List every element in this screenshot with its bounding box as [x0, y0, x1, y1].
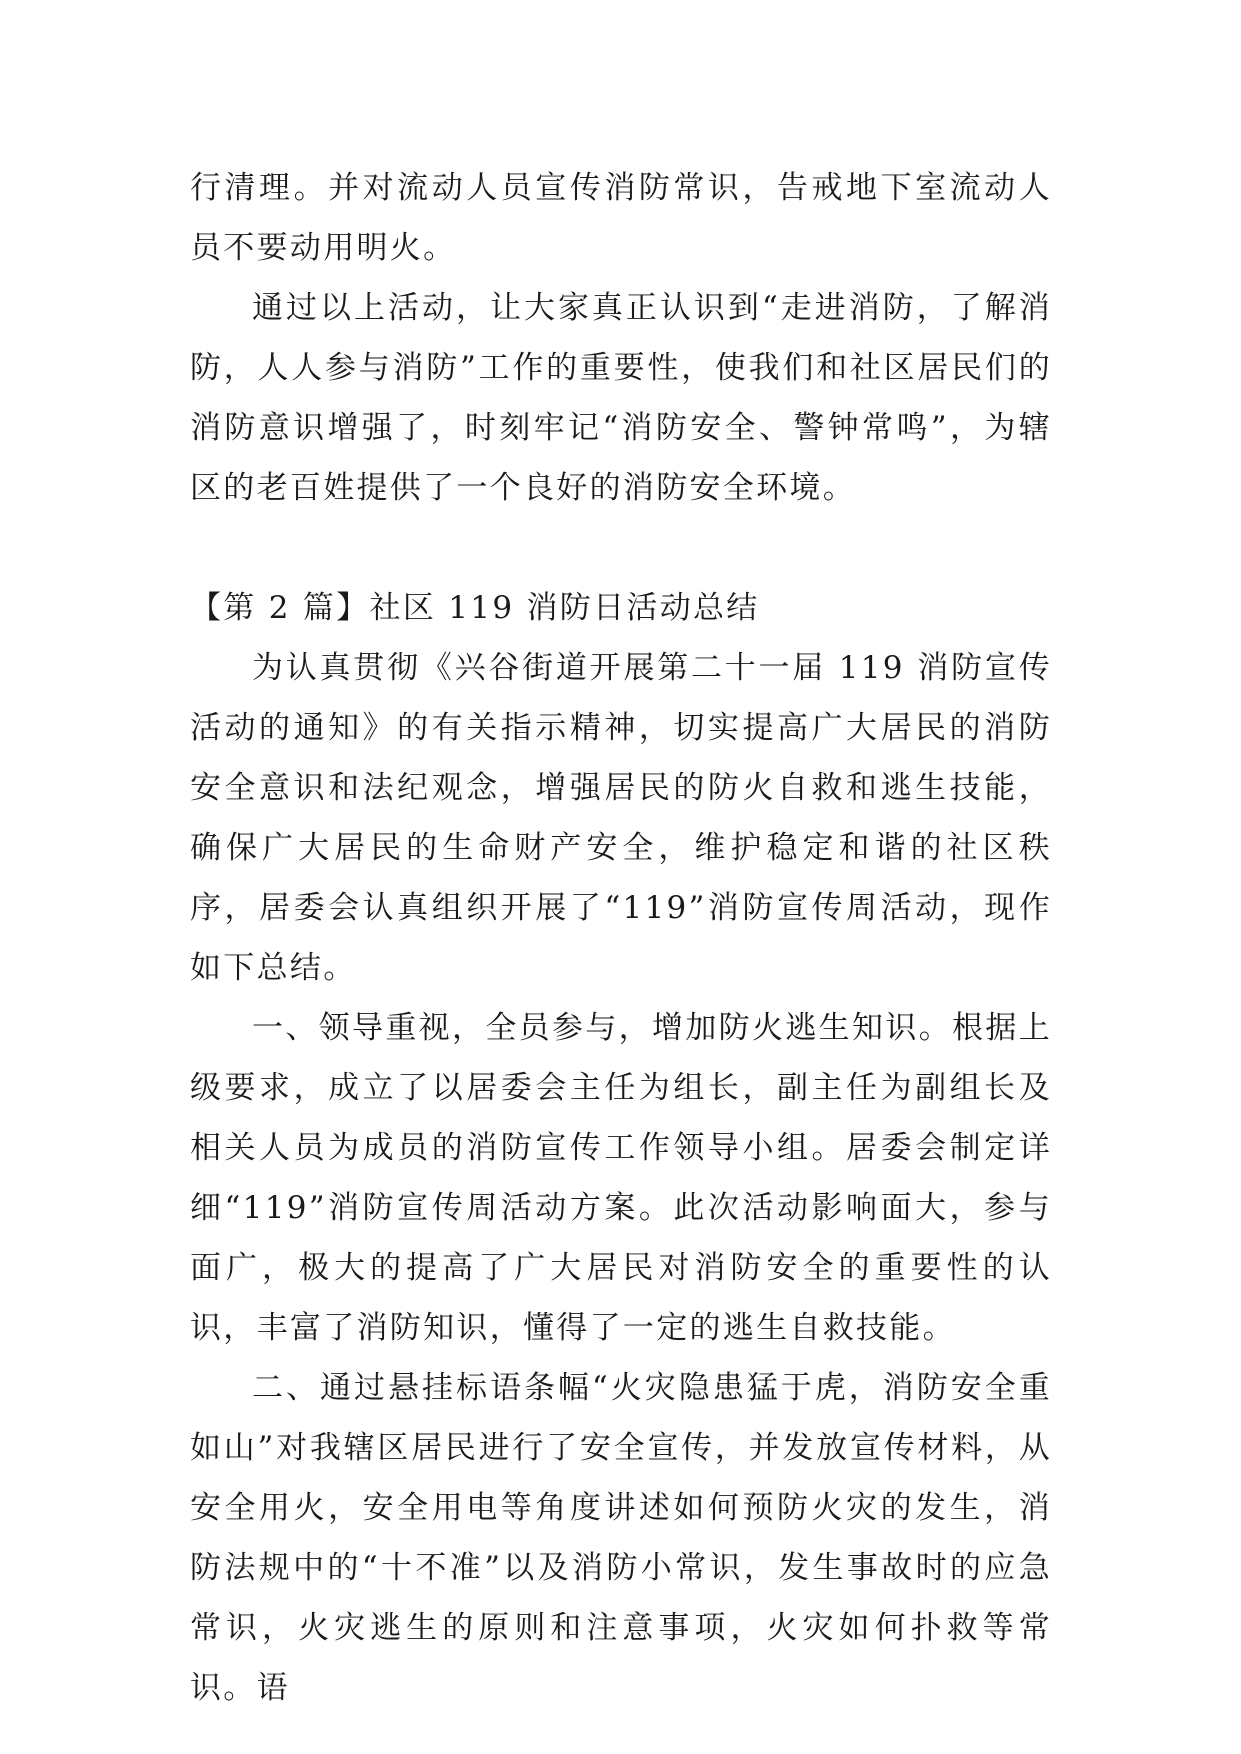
paragraph-point-two: 二、通过悬挂标语条幅“火灾隐患猛于虎，消防安全重如山”对我辖区居民进行了安全宣传，并发放宣传材料，从安全用火，安全用电等角度讲述如何预防火灾的发生，消防法规中的“十不准”以及消防小常识，发生事故时的应急常识，火灾逃生的原则和注意事项，火灾如何扑救等常识。语 [190, 1370, 1052, 1706]
section-heading: 【第 2 篇】社区 119 消防日活动总结 [190, 590, 760, 626]
paragraph-point-one: 一、领导重视，全员参与，增加防火逃生知识。根据上级要求，成立了以居委会主任为组长，副主任为副组长及相关人员为成员的消防宣传工作领导小组。居委会制定详细“119”消防宣传周活动方案。此次活动影响面大，参与面广，极大的提高了广大居民对消防安全的重要性的认识，丰富了消防知识，懂得了一定的逃生自救技能。 [190, 1010, 1052, 1346]
document-body [190, 158, 1052, 1718]
paragraph-continuation: 行清理。并对流动人员宣传消防常识，告戒地下室流动人员不要动用明火。 [190, 170, 1052, 266]
paragraph-intro: 为认真贯彻《兴谷街道开展第二十一届 119 消防宣传活动的通知》的有关指示精神，切实提高广大居民的消防安全意识和法纪观念，增强居民的防火自救和逃生技能，确保广大居民的生命财产安全，维护稳定和谐的社区秩序，居委会认真组织开展了“119”消防宣传周活动，现作如下总结。 [190, 650, 1052, 986]
paragraph-summary: 通过以上活动，让大家真正认识到“走进消防，了解消防，人人参与消防”工作的重要性，使我们和社区居民们的消防意识增强了，时刻牢记“消防安全、警钟常鸣”，为辖区的老百姓提供了一个良好的消防安全环境。 [190, 290, 1052, 506]
